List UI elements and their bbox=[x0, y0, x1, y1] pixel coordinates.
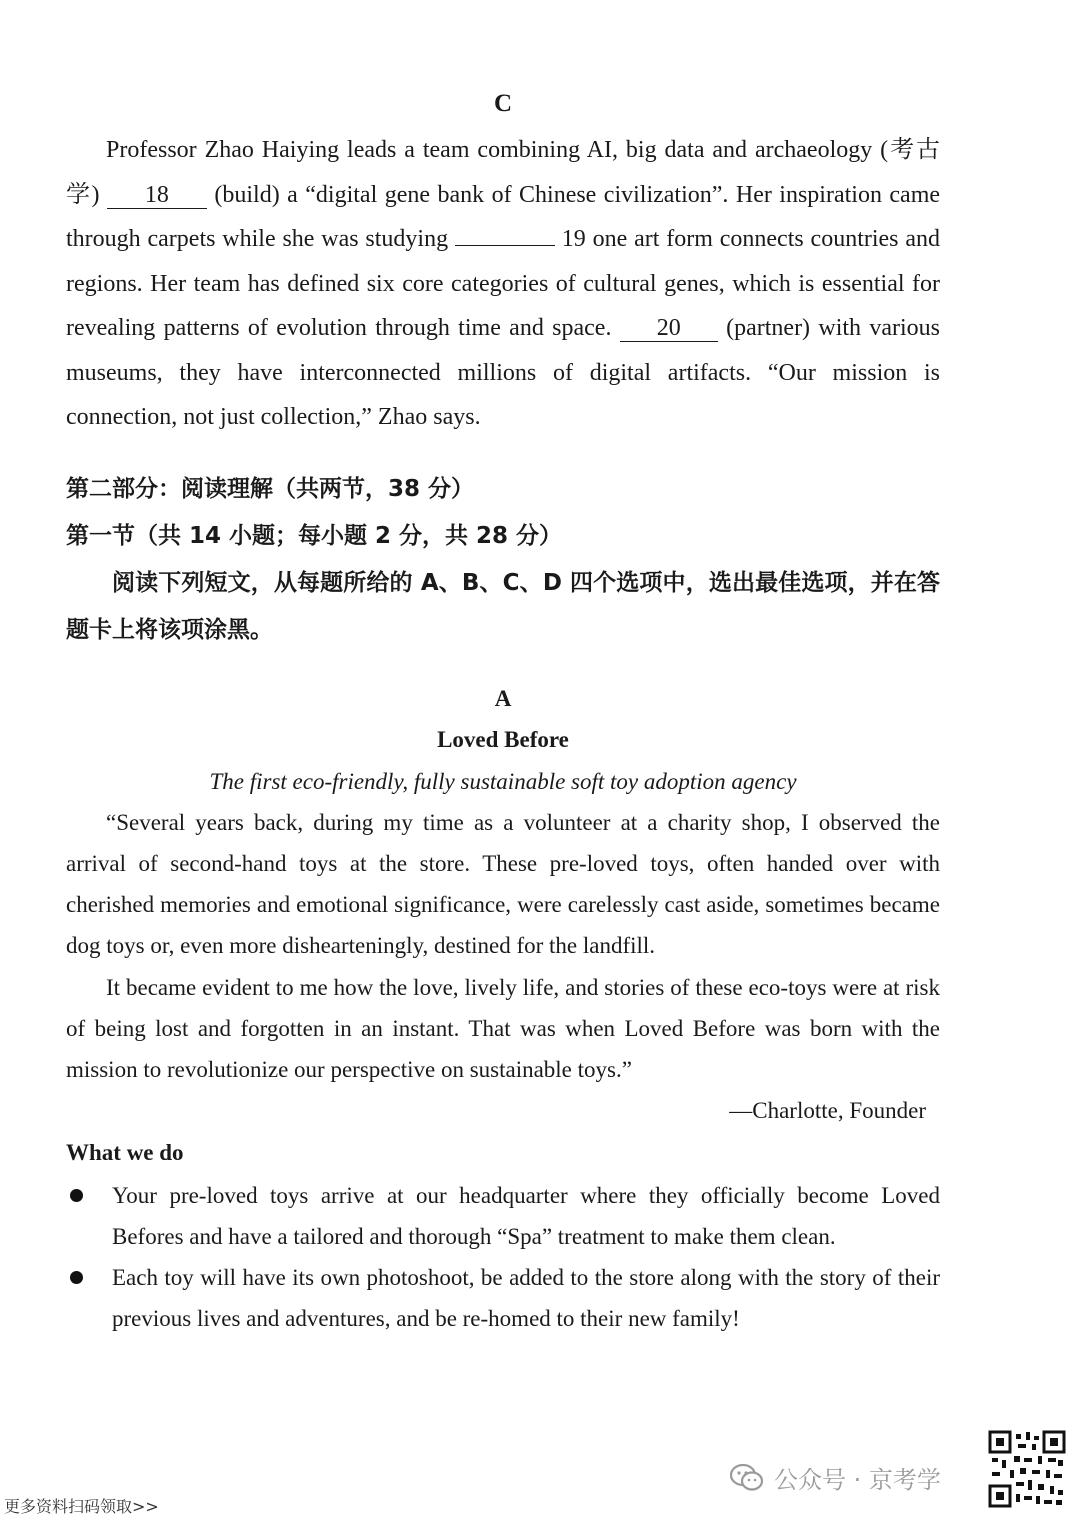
wechat-account-label: 公众号 · 京考学 bbox=[774, 1466, 941, 1494]
section-c-paragraph bbox=[66, 128, 940, 440]
section-c-letter: C bbox=[493, 90, 513, 117]
bullet-icon bbox=[70, 1189, 83, 1202]
what-we-do-heading: What we do bbox=[66, 1139, 184, 1165]
list-item bbox=[66, 1175, 940, 1258]
blank-19 bbox=[455, 245, 555, 246]
section-c-text-1: Professor Zhao Haiying leads a team combining AI, big data and archaeology (考古学) bbox=[66, 137, 940, 208]
part2-instructions: 阅读下列短文，从每题所给的 A、B、C、D 四个选项中，选出最佳选项，并在答题卡上将该项涂黑。 bbox=[66, 569, 940, 643]
what-we-do-list bbox=[66, 1175, 940, 1340]
wechat-watermark bbox=[730, 1460, 941, 1495]
section-c-text-2: (build) a “digital gene bank of Chinese civilization”. Her inspiration came through carpets while she was studying bbox=[66, 181, 941, 252]
founder-quote-paragraph-1: “Several years back, during my time as a volunteer at a charity shop, I observed the arrival of second-hand toys at the store. These pre-loved toys, often handed over with cherished memories and emotional significance, were carelessly cast aside, sometimes became dog toys or, even more dishearteningly, destined for the landfill. bbox=[66, 809, 940, 959]
section-c-text-4: (partner) with various museums, they have interconnected millions of digital artifacts. “Our mission is connection, not just collection,” Zhao says. bbox=[66, 315, 941, 430]
founder-quote-paragraph-2: It became evident to me how the love, lively life, and stories of these eco-toys were at risk of being lost and forgotten in an instant. That was when Loved Before was born with the mission to revolutionize our perspective on sustainable toys.” bbox=[66, 974, 940, 1083]
footer-more-materials-link[interactable]: 更多资料扫码领取>> bbox=[4, 1497, 159, 1516]
part2-section1-heading: 第一节（共 14 小题；每小题 2 分，共 28 分） bbox=[66, 522, 563, 549]
passage-a-letter: A bbox=[494, 685, 512, 711]
quote-attribution: —Charlotte, Founder bbox=[729, 1097, 926, 1123]
list-item bbox=[66, 1257, 940, 1340]
passage-a-subtitle: The first eco-friendly, fully sustainable soft toy adoption agency bbox=[209, 768, 797, 794]
exam-page bbox=[66, 90, 940, 1340]
blank-20: 20 bbox=[620, 315, 718, 342]
section-c-text-3: 19 one art form connects countries and regions. Her team has defined six core categories of cultural genes, which is essential for revealing patterns of evolution through time and space. bbox=[66, 226, 941, 341]
list-item-text: Each toy will have its own photoshoot, be added to the store along with the story of their previous lives and adventures, and be re-homed to their new family! bbox=[112, 1265, 940, 1332]
passage-a-title: Loved Before bbox=[437, 726, 569, 752]
list-item-text: Your pre-loved toys arrive at our headquarter where they officially become Loved Befores and have a tailored and thorough “Spa” treatment to make them clean. bbox=[112, 1182, 940, 1249]
qr-code-icon[interactable] bbox=[988, 1430, 1066, 1508]
blank-18: 18 bbox=[107, 182, 207, 209]
wechat-icon bbox=[730, 1464, 764, 1492]
part2-heading: 第二部分：阅读理解（共两节，38 分） bbox=[66, 475, 475, 502]
bullet-icon bbox=[70, 1271, 83, 1284]
